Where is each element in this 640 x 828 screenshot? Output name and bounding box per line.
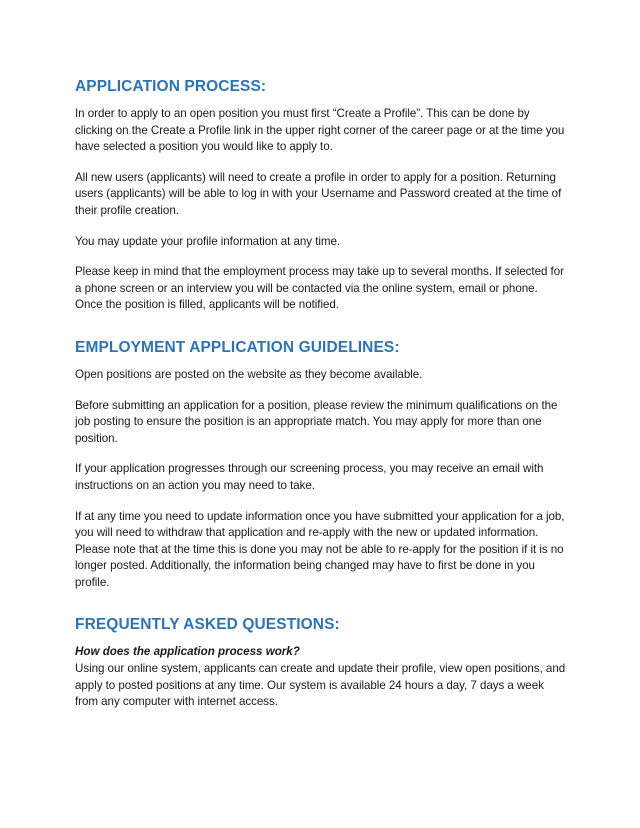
paragraph: You may update your profile information at any time. bbox=[75, 234, 341, 248]
section-heading: APPLICATION PROCESS: bbox=[75, 78, 267, 95]
faq-item bbox=[75, 644, 567, 710]
paragraph: Open positions are posted on the website as they become available. bbox=[75, 367, 423, 381]
section-heading: FREQUENTLY ASKED QUESTIONS: bbox=[75, 616, 340, 634]
paragraph: All new users (applicants) will need to create a profile in order to apply for a position. Returning users (applicants) will be able to log in with your Username and Password created at the time of their profile creation. bbox=[75, 170, 562, 217]
document-page bbox=[75, 78, 567, 736]
section-frequently-asked-questions bbox=[75, 616, 567, 710]
paragraph: If at any time you need to update information once you have submitted your application for a job, you will need to withdraw that application and re-apply with the new or updated information. Please note that at the time this is done you may not be able to re-apply for the position if it is no longer posted. Additionally, the information being changed may have to first be done in you profile. bbox=[75, 509, 565, 589]
faq-answer: Using our online system, applicants can create and update their profile, view open positions, and apply to posted positions at any time. Our system is available 24 hours a day, 7 days a week from any computer with internet access. bbox=[75, 662, 566, 709]
paragraph: In order to apply to an open position you must first “Create a Profile”. This can be done by clicking on the Create a Profile link in the upper right corner of the career page or at the time you have selected a position you would like to apply to. bbox=[75, 107, 565, 154]
paragraph: Before submitting an application for a position, please review the minimum qualifications on the job posting to ensure the position is an appropriate match. You may apply for more than one position. bbox=[75, 398, 558, 445]
faq-question: How does the application process work? bbox=[75, 645, 300, 659]
paragraph: Please keep in mind that the employment process may take up to several months. If selected for a phone screen or an interview you will be contacted via the online system, email or phone. Once the position is filled, applicants will be notified. bbox=[75, 265, 564, 312]
section-employment-application-guidelines bbox=[75, 339, 567, 592]
section-heading: EMPLOYMENT APPLICATION GUIDELINES: bbox=[75, 338, 400, 356]
paragraph: If your application progresses through our screening process, you may receive an email with instructions on an action you may need to take. bbox=[75, 462, 544, 492]
section-application-process bbox=[75, 78, 567, 314]
